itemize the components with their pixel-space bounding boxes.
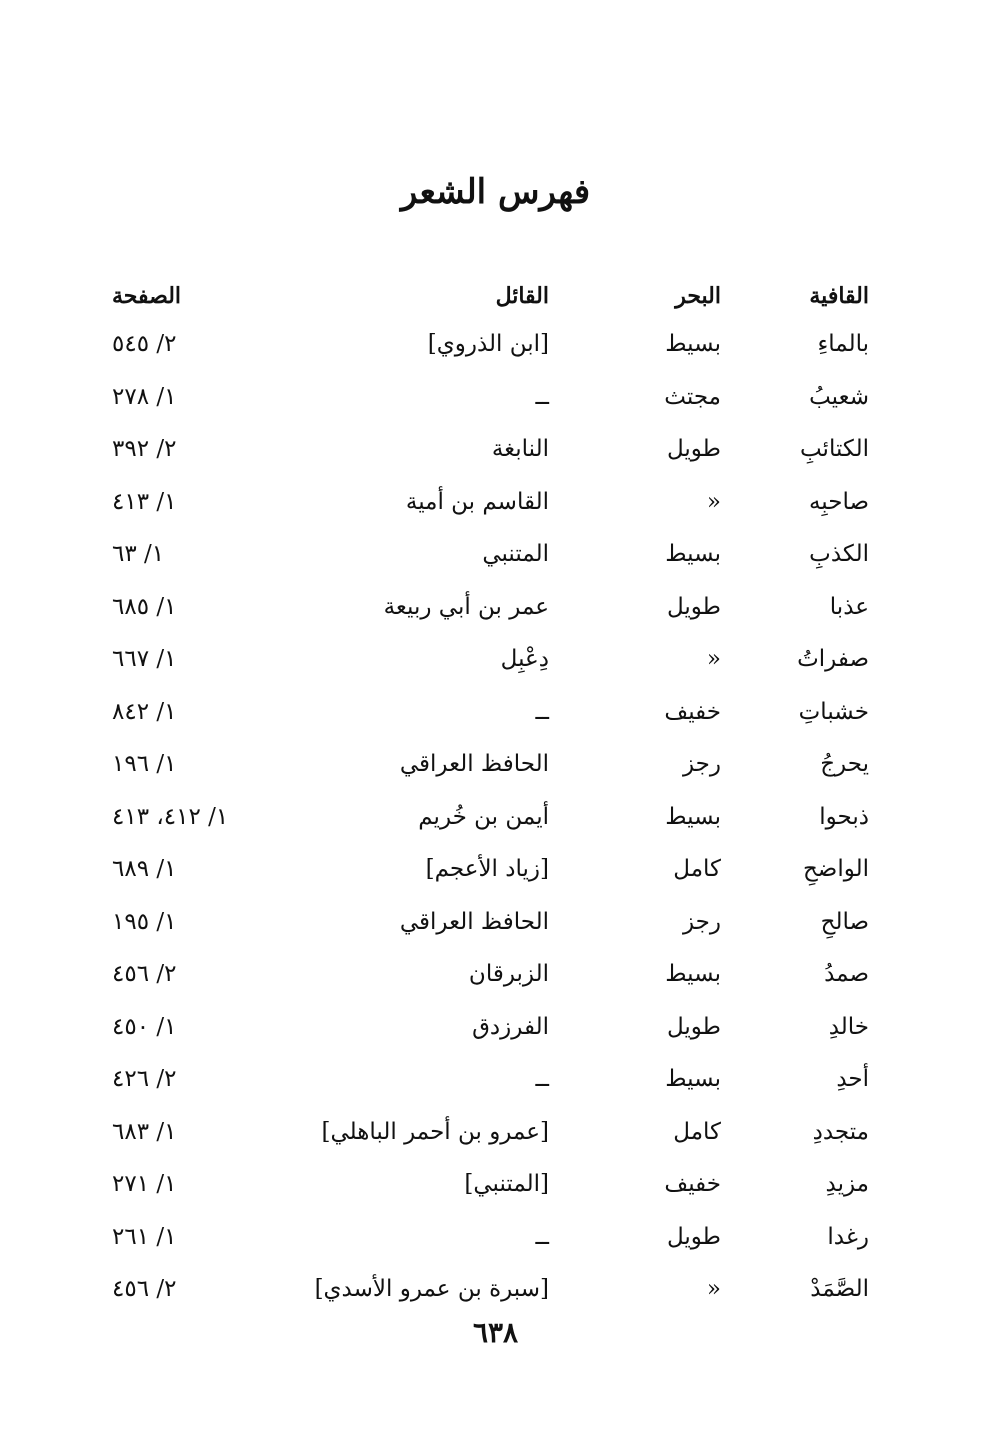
rhyme-cell: الكذبِ — [809, 541, 869, 567]
poetry-index-table — [0, 270, 991, 1316]
poet-cell: ــ — [535, 698, 549, 725]
rhyme-cell: شعيبُ — [809, 383, 869, 410]
table-row — [0, 318, 991, 371]
poet-cell: [ابن الذروي] — [427, 331, 549, 357]
rhyme-cell: رغدا — [827, 1223, 869, 1250]
poet-cell: أيمن بن خُريم — [418, 803, 549, 830]
rhyme-cell: صالحِ — [820, 908, 869, 935]
poet-cell: عمر بن أبي ربيعة — [383, 593, 549, 620]
page-ref-cell: ١/ ٦٨٩ — [112, 856, 177, 882]
meter-cell: خفيف — [664, 698, 721, 725]
poet-cell: [زياد الأعجم] — [425, 856, 549, 882]
table-row — [0, 1211, 991, 1264]
header-page: الصفحة — [112, 283, 182, 309]
page-ref-cell: ١/ ٦٣ — [112, 541, 165, 567]
rhyme-cell: الواضحِ — [802, 856, 869, 882]
table-row — [0, 581, 991, 634]
page-ref-cell: ١/ ٦٨٥ — [112, 593, 177, 620]
rhyme-cell: صاحبِه — [808, 488, 869, 515]
meter-cell: بسيط — [665, 803, 721, 830]
poet-cell: النابغة — [491, 436, 549, 462]
meter-cell: « — [706, 1276, 721, 1302]
poet-cell: ــ — [535, 1223, 549, 1250]
poet-cell: [المتنبي] — [464, 1171, 549, 1197]
meter-cell: كامل — [673, 856, 721, 882]
page-ref-cell: ١/ ٨٤٢ — [112, 698, 177, 725]
meter-cell: طويل — [666, 593, 721, 620]
table-row — [0, 738, 991, 791]
rhyme-cell: بالماءِ — [817, 331, 869, 357]
poet-cell: ــ — [535, 1066, 549, 1092]
rhyme-cell: صفراتُ — [797, 646, 869, 672]
table-row — [0, 1158, 991, 1211]
poet-cell: ــ — [535, 383, 549, 410]
page-ref-cell: ١/ ٢٦١ — [112, 1223, 177, 1250]
rhyme-cell: صمدُ — [824, 961, 869, 987]
meter-cell: بسيط — [665, 541, 721, 567]
table-row — [0, 423, 991, 476]
rhyme-cell: مزيدِ — [825, 1171, 869, 1197]
page-ref-cell: ١/ ٢٧٨ — [112, 383, 177, 410]
poet-cell: الزبرقان — [468, 961, 549, 987]
meter-cell: مجتث — [664, 383, 721, 410]
table-row — [0, 1053, 991, 1106]
table-header-row — [0, 270, 991, 318]
page-number: ٦٣٨ — [472, 1316, 519, 1349]
page-ref-cell: ١/ ٦٦٧ — [112, 646, 177, 672]
meter-cell: كامل — [673, 1118, 721, 1145]
page-ref-cell: ١/ ١٩٥ — [112, 908, 177, 935]
meter-cell: بسيط — [665, 1066, 721, 1092]
page-ref-cell: ١/ ٤١٣ — [112, 488, 177, 515]
page-ref-cell: ١/ ١٩٦ — [112, 751, 177, 777]
table-row — [0, 1106, 991, 1159]
table-row — [0, 633, 991, 686]
page-ref-cell: ١/ ٤١٢، ٤١٣ — [112, 803, 229, 830]
meter-cell: خفيف — [664, 1171, 721, 1197]
meter-cell: رجز — [682, 908, 721, 935]
header-poet: القائل — [495, 283, 549, 309]
meter-cell: بسيط — [665, 331, 721, 357]
page-ref-cell: ١/ ٢٧١ — [112, 1171, 177, 1197]
poet-cell: [سبرة بن عمرو الأسدي] — [314, 1276, 549, 1302]
page-title: فهرس الشعر — [400, 172, 591, 212]
poet-cell: الحافظ العراقي — [399, 908, 549, 935]
table-row — [0, 476, 991, 529]
table-row — [0, 1001, 991, 1054]
meter-cell: « — [706, 646, 721, 672]
rhyme-cell: متجددِ — [812, 1118, 869, 1145]
rhyme-cell: الكتائبِ — [799, 436, 869, 462]
table-row — [0, 1263, 991, 1316]
poet-cell: الفرزدق — [472, 1013, 549, 1040]
meter-cell: طويل — [666, 1013, 721, 1040]
meter-cell: « — [706, 488, 721, 515]
meter-cell: طويل — [666, 1223, 721, 1250]
page-ref-cell: ٢/ ٥٤٥ — [112, 331, 177, 357]
page-ref-cell: ٢/ ٤٥٦ — [112, 1276, 177, 1302]
header-meter: البحر — [675, 283, 721, 309]
rhyme-cell: خالدِ — [828, 1013, 869, 1040]
table-row — [0, 686, 991, 739]
table-row — [0, 896, 991, 949]
table-row — [0, 371, 991, 424]
rhyme-cell: ذبحوا — [819, 803, 869, 830]
rhyme-cell: أحدِ — [836, 1066, 869, 1092]
poet-cell: القاسم بن أمية — [405, 488, 549, 515]
page-ref-cell: ٢/ ٤٢٦ — [112, 1066, 177, 1092]
rhyme-cell: الصَّمَدْ — [810, 1276, 869, 1302]
table-row — [0, 843, 991, 896]
page-ref-cell: ٢/ ٣٩٢ — [112, 436, 177, 462]
poet-cell: الحافظ العراقي — [399, 751, 549, 777]
meter-cell: رجز — [682, 751, 721, 777]
meter-cell: طويل — [666, 436, 721, 462]
rhyme-cell: خشباتِ — [798, 698, 869, 725]
poet-cell: دِعْبِل — [500, 646, 549, 672]
table-row — [0, 791, 991, 844]
meter-cell: بسيط — [665, 961, 721, 987]
page-ref-cell: ٢/ ٤٥٦ — [112, 961, 177, 987]
poet-cell: [عمرو بن أحمر الباهلي] — [321, 1118, 549, 1145]
rhyme-cell: عذبا — [829, 593, 869, 620]
table-row — [0, 528, 991, 581]
header-rhyme: القافية — [809, 283, 869, 309]
rhyme-cell: يحرجُ — [820, 751, 869, 777]
table-row — [0, 948, 991, 1001]
page-ref-cell: ١/ ٤٥٠ — [112, 1013, 177, 1040]
poet-cell: المتنبي — [482, 541, 549, 567]
page-ref-cell: ١/ ٦٨٣ — [112, 1118, 177, 1145]
